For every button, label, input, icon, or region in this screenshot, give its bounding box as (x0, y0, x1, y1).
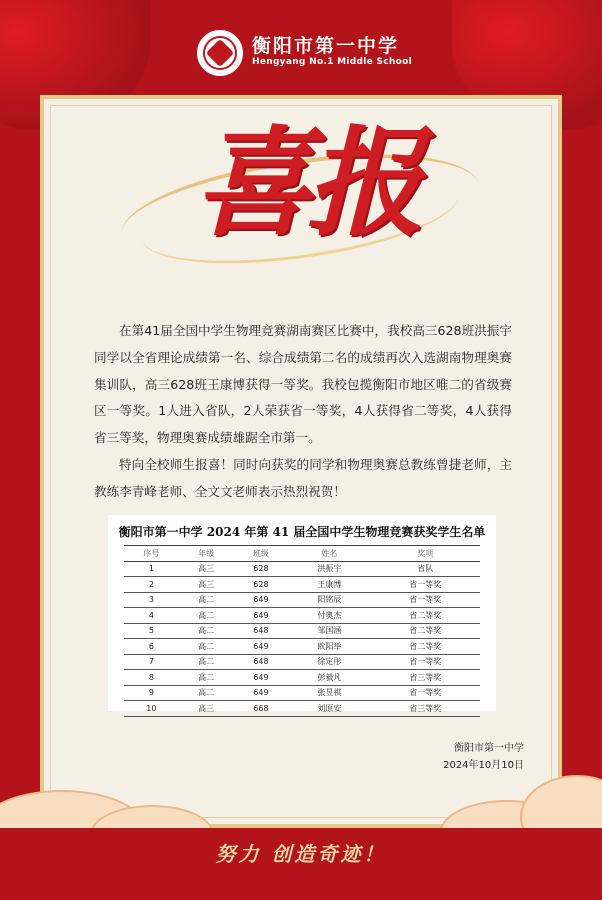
table-cell: 2 (124, 577, 179, 593)
column-header: 年级 (179, 546, 234, 562)
table-row (124, 608, 480, 624)
table-cell: 张昱祺 (288, 685, 370, 701)
signature (443, 740, 524, 774)
table-row (124, 592, 480, 608)
table-cell: 高三 (179, 701, 234, 717)
header (0, 22, 602, 82)
table-row (124, 639, 480, 655)
table-cell: 高三 (179, 577, 234, 593)
page-title: 喜报 (193, 113, 418, 252)
announcement-paragraph-2: 特向全校师生报喜！同时向获奖的同学和物理奥赛总教练曾捷老师，主教练李青峰老师、全文文老师表示热烈祝贺！ (94, 456, 512, 499)
table-cell: 徐定彤 (288, 654, 370, 670)
column-header: 班级 (234, 546, 289, 562)
table-cell: 省一等奖 (370, 654, 480, 670)
school-name-cn: 衡阳市第一中学 (252, 35, 400, 57)
table-row (124, 670, 480, 686)
table-cell: 高二 (179, 670, 234, 686)
table-cell: 649 (234, 685, 289, 701)
table-cell: 高二 (179, 685, 234, 701)
table-cell: 649 (234, 592, 289, 608)
table-cell: 彭毅凡 (288, 670, 370, 686)
table-row (124, 623, 480, 639)
table-cell: 8 (124, 670, 179, 686)
table-cell: 省一等奖 (370, 685, 480, 701)
school-name-en: Hengyang No.1 Middle School (252, 57, 412, 67)
slogan: 努力 创造奇迹！ (215, 842, 387, 866)
table-cell: 1 (124, 561, 179, 577)
table-cell: 3 (124, 592, 179, 608)
table-cell: 洪振宇 (288, 561, 370, 577)
award-table-card (108, 515, 496, 711)
table-cell: 省队 (370, 561, 480, 577)
column-header: 序号 (124, 546, 179, 562)
table-cell: 王康博 (288, 577, 370, 593)
table-cell: 4 (124, 608, 179, 624)
table-cell: 高二 (179, 654, 234, 670)
announcement-paragraph-1: 在第41届全国中学生物理竞赛湖南赛区比赛中，我校高三628班洪振宇同学以全省理论成绩第一名、综合成绩第二名的成绩再次入选湖南物理奥赛集训队，高三628班王康博获得一等奖。我校包揽衡阳市地区唯二的省级赛区一等奖。1人进入省队，2人荣获省一等奖，4人获得省二等奖，4人获得省三等奖，物理奥赛成绩雄踞全市第一。 (94, 323, 512, 446)
table-cell: 628 (234, 561, 289, 577)
table-cell: 付奥杰 (288, 608, 370, 624)
award-table-title: 衡阳市第一中学 2024 年第 41 届全国中学生物理竞赛获奖学生名单 (118, 525, 486, 539)
table-cell: 648 (234, 623, 289, 639)
school-logo-icon (197, 30, 243, 76)
table-cell: 9 (124, 685, 179, 701)
table-row (124, 654, 480, 670)
table-cell: 6 (124, 639, 179, 655)
announcement (94, 318, 512, 506)
signature-org: 衡阳市第一中学 (454, 743, 524, 754)
table-row (124, 701, 480, 717)
table-cell: 7 (124, 654, 179, 670)
table-row (124, 685, 480, 701)
table-cell: 省三等奖 (370, 670, 480, 686)
table-cell: 649 (234, 608, 289, 624)
table-cell: 高二 (179, 592, 234, 608)
table-cell: 648 (234, 654, 289, 670)
table-cell: 668 (234, 701, 289, 717)
table-cell: 邹国涵 (288, 623, 370, 639)
signature-date: 2024年10月10日 (443, 760, 524, 771)
table-cell: 高二 (179, 639, 234, 655)
table-cell: 10 (124, 701, 179, 717)
award-table (124, 545, 480, 717)
table-cell: 649 (234, 639, 289, 655)
table-cell: 阳铭辰 (288, 592, 370, 608)
table-cell: 628 (234, 577, 289, 593)
column-header: 姓名 (288, 546, 370, 562)
table-cell: 欧阳举 (288, 639, 370, 655)
table-header-row (124, 546, 480, 562)
table-cell: 省二等奖 (370, 623, 480, 639)
table-cell: 5 (124, 623, 179, 639)
table-cell: 省二等奖 (370, 639, 480, 655)
table-cell: 省一等奖 (370, 577, 480, 593)
table-cell: 高二 (179, 608, 234, 624)
table-cell: 省二等奖 (370, 608, 480, 624)
table-cell: 649 (234, 670, 289, 686)
table-cell: 高三 (179, 561, 234, 577)
column-header: 奖项 (370, 546, 480, 562)
table-row (124, 577, 480, 593)
table-cell: 高二 (179, 623, 234, 639)
table-row (124, 561, 480, 577)
table-cell: 省三等奖 (370, 701, 480, 717)
table-cell: 省一等奖 (370, 592, 480, 608)
table-cell: 刘原安 (288, 701, 370, 717)
